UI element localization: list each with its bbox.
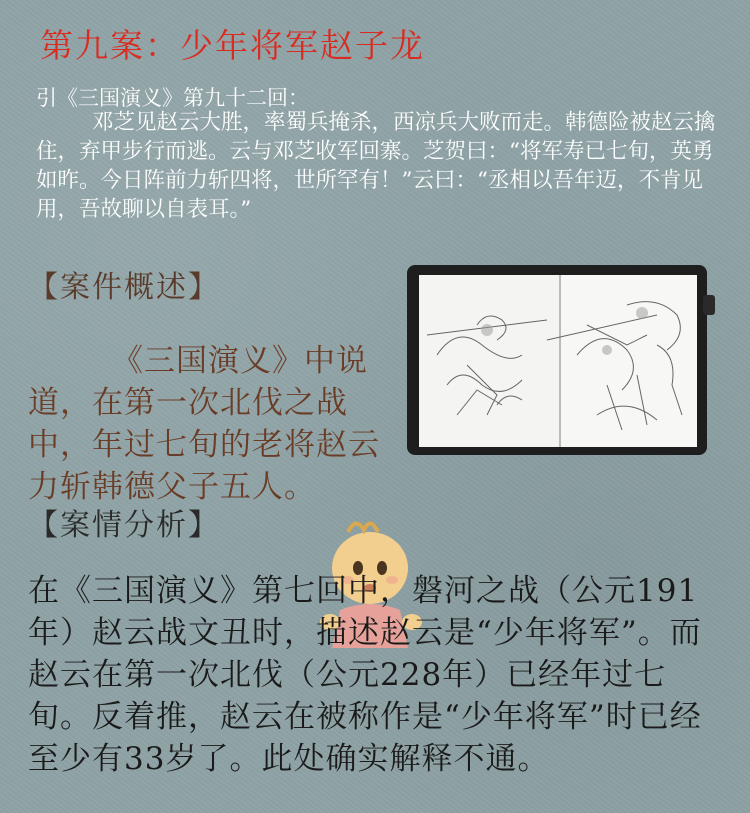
- page-title: 第九案：少年将军赵子龙: [40, 26, 425, 65]
- overview-text: 《三国演义》中说道，在第一次北伐之战中，年过七旬的老将赵云力斩韩德父子五人。: [28, 343, 380, 505]
- analysis-heading: 【案情分析】: [28, 508, 220, 543]
- book-illustration: [407, 265, 715, 455]
- analysis-text: 在《三国演义》第七回中，磐河之战（公元191年）赵云战文丑时，描述赵云是“少年将军”。而赵云在第一次北伐（公元228年）已经年过七旬。反着推，赵云在被称作是“少年将军”时已经至少有33岁了。此处确实解释不通。: [28, 573, 702, 777]
- quote-body: 邓芝见赵云大胜，率蜀兵掩杀，西凉兵大败而走。韩德险被赵云擒住，弃甲步行而逃。云与邓芝收军回寨。芝贺曰：“将军寿已七旬，英勇如昨。今日阵前力斩四将，世所罕有！”云曰：“丞相以吾年迈，不肯见用，吾故聊以自表耳。”: [36, 110, 716, 222]
- quote-intro: 引《三国演义》第九十二回：: [36, 86, 309, 110]
- overview-heading: 【案件概述】: [28, 270, 220, 305]
